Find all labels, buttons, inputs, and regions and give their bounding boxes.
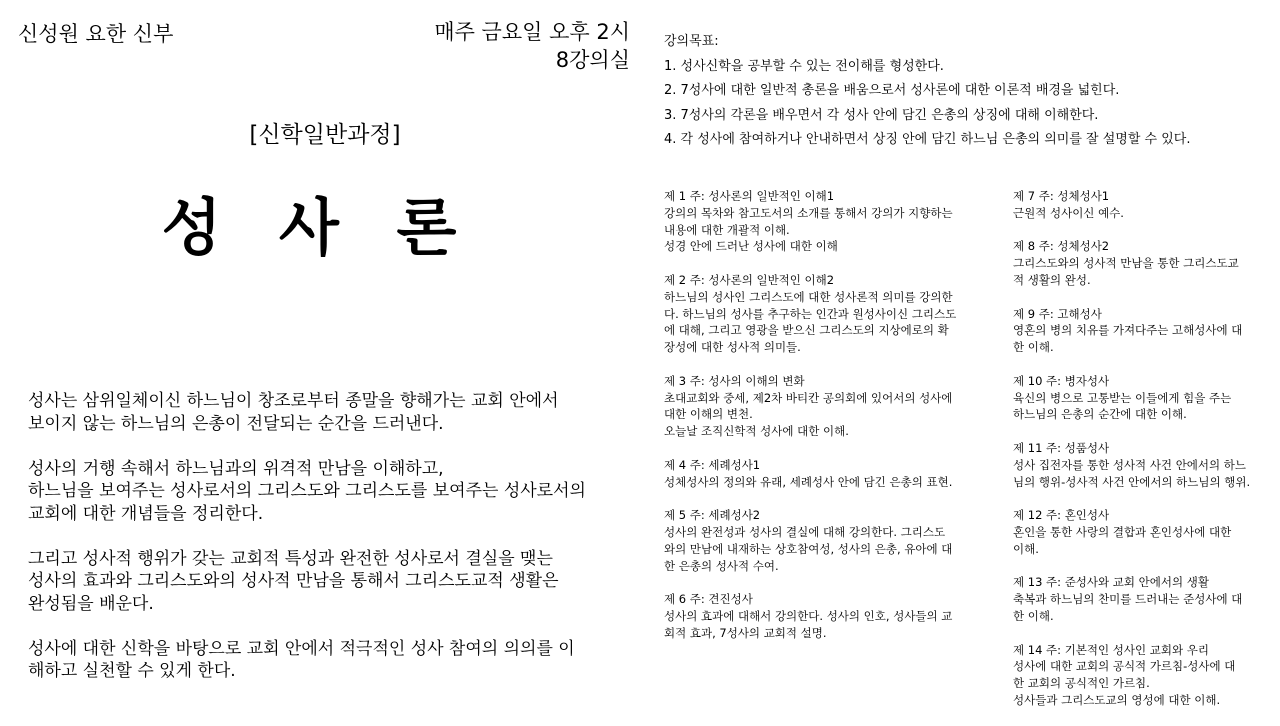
- week-line: 이해.: [1013, 541, 1039, 556]
- week-line: 한 이해.: [1013, 340, 1054, 355]
- week-line: 성사들과 그리스도교의 영성에 대한 이해.: [1013, 692, 1221, 707]
- week-title: 제 3 주: 성사의 이해의 변화: [664, 373, 805, 388]
- schedule: [420, 18, 630, 74]
- objective-item: 1. 성사신학을 공부할 수 있는 전이해를 형성한다.: [664, 58, 944, 74]
- description-line: 하느님을 보여주는 성사로서의 그리스도와 그리스도를 보여주는 성사로서의: [28, 481, 586, 501]
- week-line: 혼인을 통한 사랑의 결합과 혼인성사에 대한: [1013, 524, 1232, 539]
- course-type: [신학일반과정]: [249, 122, 401, 148]
- week-block: [664, 457, 980, 491]
- week-line: 와의 만남에 내재하는 상호참여성, 성사의 은총, 유아에 대: [664, 541, 953, 556]
- week-title: 제 5 주: 세례성사2: [664, 508, 761, 523]
- week-block: [1013, 440, 1263, 490]
- week-line: 근원적 성사이신 예수.: [1013, 205, 1124, 220]
- week-title: 제 6 주: 견진성사: [664, 592, 753, 607]
- week-line: 성사에 대한 교회의 공식적 가르침-성사에 대: [1013, 659, 1236, 674]
- week-line: 에 대해, 그리고 영광을 받으신 그리스도의 지상에로의 확: [664, 323, 949, 338]
- description-line: 보이지 않는 하느님의 은총이 전달되는 순간을 드러낸다.: [28, 413, 444, 434]
- week-line: 성사 집전자를 통한 성사적 사건 안에서의 하느: [1013, 457, 1247, 472]
- week-line: 육신의 병으로 고통받는 이들에게 힘을 주는: [1013, 390, 1232, 405]
- week-line: 한 은총의 성사적 수여.: [664, 558, 779, 573]
- week-block: [664, 188, 980, 255]
- description-line: 완성됨을 배운다.: [28, 593, 154, 614]
- week-title: 제 1 주: 성사론의 일반적인 이해1: [664, 189, 835, 203]
- week-line: 축복과 하느님의 찬미를 드러내는 준성사에 대: [1013, 592, 1243, 607]
- week-block: [1013, 574, 1263, 624]
- schedule-room: 8강의실: [555, 48, 630, 72]
- syllabus-column-right: [1013, 188, 1263, 726]
- week-line: 회적 효과, 7성사의 교회적 설명.: [664, 625, 827, 640]
- week-line: 영혼의 병의 치유를 가져다주는 고해성사에 대: [1013, 323, 1243, 338]
- week-title: 제 9 주: 고해성사: [1013, 306, 1102, 321]
- week-block: [664, 507, 980, 574]
- week-line: 그리스도와의 성사적 만남을 통한 그리스도교: [1013, 256, 1239, 271]
- description-line: 그리고 성사적 행위가 갖는 교회적 특성과 완전한 성사로서 결실을 맺는: [28, 548, 553, 569]
- week-line: 한 이해.: [1013, 608, 1054, 623]
- description-paragraph: [28, 548, 628, 616]
- week-block: [664, 272, 980, 356]
- week-line: 강의의 목차와 참고도서의 소개를 통해서 강의가 지향하는: [664, 205, 953, 220]
- week-line: 다. 하느님의 성사를 추구하는 인간과 원성사이신 그리스도: [664, 306, 957, 321]
- week-block: [664, 373, 980, 440]
- course-description: [28, 390, 628, 705]
- week-title: 제 11 주: 성품성사: [1013, 440, 1110, 455]
- description-line: 성사는 삼위일체이신 하느님이 창조로부터 종말을 향해가는 교회 안에서: [28, 391, 559, 411]
- description-paragraph: [28, 458, 628, 526]
- week-block: [1013, 642, 1263, 709]
- objective-item: 2. 7성사에 대한 일반적 총론을 배움으로서 성사론에 대한 이론적 배경을 넓힌다.: [664, 83, 1120, 98]
- syllabus-column-left: [664, 188, 980, 658]
- objective-item: 4. 각 성사에 참여하거나 안내하면서 상징 안에 담긴 하느님 은총의 의미를 잘 설명할 수 있다.: [664, 132, 1191, 147]
- description-line: 교회에 대한 개념들을 정리한다.: [28, 503, 264, 524]
- week-line: 하느님의 은총의 순간에 대한 이해.: [1013, 407, 1187, 422]
- week-line: 성경 안에 드러난 성사에 대한 이해: [664, 239, 838, 254]
- week-line: 한 교회의 공식적인 가르침.: [1013, 676, 1150, 691]
- week-block: [664, 591, 980, 641]
- week-title: 제 14 주: 기본적인 성사인 교회와 우리: [1013, 642, 1209, 657]
- objective-item: 3. 7성사의 각론을 배우면서 각 성사 안에 담긴 은총의 상징에 대해 이해한다.: [664, 107, 1099, 123]
- week-line: 하느님의 성사인 그리스도에 대한 성사론적 의미를 강의한: [664, 289, 953, 304]
- week-line: 오늘날 조직신학적 성사에 대한 이해.: [664, 424, 849, 439]
- course-title: 성 사 론: [161, 191, 475, 264]
- week-title: 제 7 주: 성체성사1: [1013, 189, 1110, 203]
- week-block: [1013, 188, 1263, 222]
- description-paragraph: [28, 390, 628, 435]
- objectives-heading: 강의목표:: [664, 34, 719, 49]
- week-line: 내용에 대한 개괄적 이해.: [664, 222, 790, 237]
- week-block: [1013, 306, 1263, 356]
- week-title: 제 2 주: 성사론의 일반적인 이해2: [664, 272, 835, 287]
- week-line: 님의 행위-성사적 사건 안에서의 하느님의 행위.: [1013, 474, 1251, 489]
- week-line: 성사의 완전성과 성사의 결실에 대해 강의한다. 그리스도: [664, 524, 946, 539]
- week-title: 제 10 주: 병자성사: [1013, 373, 1110, 388]
- description-line: 성사의 거행 속해서 하느님과의 위격적 만남을 이해하고,: [28, 458, 444, 479]
- week-block: [1013, 373, 1263, 423]
- week-line: 적 생활의 완성.: [1013, 272, 1091, 287]
- description-paragraph: [28, 638, 628, 683]
- course-objectives: [664, 30, 1274, 153]
- week-line: 성체성사의 정의와 유래, 세례성사 안에 담긴 은총의 표현.: [664, 474, 953, 489]
- week-title: 제 4 주: 세례성사1: [664, 457, 761, 472]
- description-line: 해하고 실천할 수 있게 한다.: [28, 661, 236, 681]
- week-line: 초대교회와 중세, 제2차 바티칸 공의회에 있어서의 성사에: [664, 390, 953, 405]
- schedule-time: 매주 금요일 오후 2시: [434, 20, 630, 44]
- instructor-name: 신성원 요한 신부: [18, 22, 174, 46]
- week-title: 제 13 주: 준성사와 교회 안에서의 생활: [1013, 575, 1209, 590]
- week-line: 성사의 효과에 대해서 강의한다. 성사의 인호, 성사들의 교: [664, 608, 953, 623]
- week-line: 대한 이해의 변천.: [664, 407, 753, 422]
- description-line: 성사에 대한 신학을 바탕으로 교회 안에서 적극적인 성사 참여의 의의를 이: [28, 638, 575, 659]
- week-line: 장성에 대한 성사적 의미들.: [664, 340, 801, 355]
- week-block: [1013, 238, 1263, 288]
- week-block: [1013, 507, 1263, 557]
- week-title: 제 8 주: 성체성사2: [1013, 239, 1110, 254]
- description-line: 성사의 효과와 그리스도와의 성사적 만남을 통해서 그리스도교적 생활은: [28, 571, 559, 591]
- week-title: 제 12 주: 혼인성사: [1013, 508, 1110, 523]
